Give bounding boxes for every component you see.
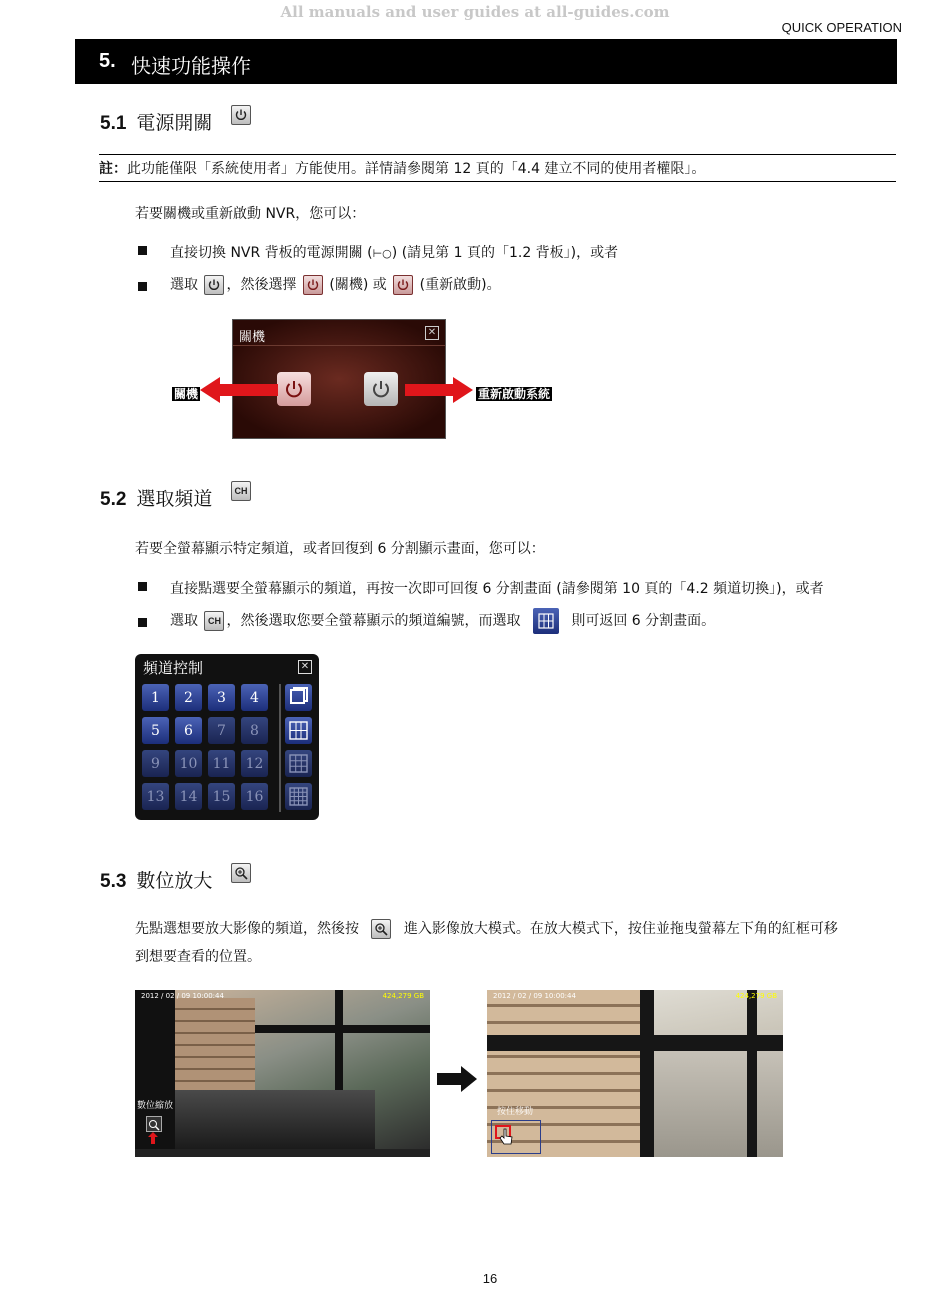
channel-button[interactable]: 3 — [208, 684, 235, 711]
s51-bullet2 — [170, 272, 501, 298]
heading-title: 數位放大 — [136, 870, 213, 892]
channel-button[interactable]: 7 — [208, 717, 235, 744]
heading-5-2 — [100, 484, 212, 511]
hand-cursor-icon — [499, 1128, 513, 1146]
channel-button[interactable]: 1 — [142, 684, 169, 711]
channel-icon — [204, 611, 224, 631]
channel-button[interactable]: 16 — [241, 783, 268, 810]
s51-intro: 若要關機或重新啟動 NVR，您可以： — [135, 206, 366, 222]
zoom-icon — [371, 919, 391, 939]
bullet-text: 選取 — [170, 277, 198, 293]
watermark: All manuals and user guides at all-guides.com — [280, 3, 670, 21]
channel-button[interactable]: 14 — [175, 783, 202, 810]
s51-bullet1 — [170, 242, 618, 262]
icon-label: CH — [207, 616, 221, 626]
heading-number: 5.2 — [100, 489, 127, 510]
channel-button[interactable]: 5 — [142, 717, 169, 744]
timestamp: 2012 / 02 / 09 10:00:44 — [493, 992, 576, 1000]
icon-label: CH — [234, 486, 248, 496]
bullet-text: (重新啟動)。 — [419, 277, 501, 293]
shutdown-icon — [303, 275, 323, 295]
bullet-text: 則可返回 6 分割畫面。 — [571, 613, 716, 629]
s52-bullet1: 直接點選要全螢幕顯示的頻道，再按一次即可回復 6 分割畫面 (請參閱第 10 頁的「4.2 頻道切換」)，或者 — [170, 581, 824, 597]
page-number: 16 — [482, 1271, 498, 1286]
zoom-screenshot-after — [487, 990, 783, 1157]
restart-icon — [370, 378, 392, 400]
s53-paragraph — [135, 915, 905, 971]
arrow-right-icon — [437, 1066, 477, 1092]
shutdown-button[interactable] — [277, 372, 311, 406]
power-icon — [231, 105, 251, 125]
nine-split-icon[interactable] — [285, 750, 312, 777]
arrow-left-icon — [200, 377, 280, 403]
shutdown-label — [172, 383, 200, 402]
chapter-title: 快速功能操作 — [131, 54, 251, 78]
dialog-divider — [233, 345, 445, 346]
channel-button[interactable]: 10 — [175, 750, 202, 777]
heading-title: 選取頻道 — [136, 488, 213, 510]
channel-button[interactable]: 2 — [175, 684, 202, 711]
channel-control-panel — [135, 654, 319, 820]
zoom-out-label: 數位縮放 — [137, 1101, 174, 1111]
bullet-text: 選取 — [170, 613, 198, 629]
six-split-icon — [533, 608, 559, 634]
dialog-title: 關機 — [239, 330, 266, 345]
section-tag: QUICK OPERATION — [781, 20, 902, 35]
heading-5-1 — [100, 108, 212, 135]
bullet-text: 直接切換 NVR 背板的電源開關 ( — [170, 245, 373, 261]
para-text: 進入影像放大模式。在放大模式下，按住並拖曳螢幕左下角的紅框可移 — [403, 921, 838, 937]
bullet-text: ，然後選擇 — [226, 277, 297, 293]
hdd-capacity: 424,279 GB — [735, 992, 777, 1000]
bullet-text-tail: ) (請見第 1 頁的「1.2 背板」)，或者 — [391, 245, 619, 261]
label-text: 關機 — [174, 387, 199, 401]
channel-button[interactable]: 13 — [142, 783, 169, 810]
arrow-right-icon — [405, 377, 473, 403]
panel-title: 頻道控制 — [143, 659, 204, 677]
chapter-number: 5. — [99, 50, 116, 72]
channel-button[interactable]: 11 — [208, 750, 235, 777]
channel-button[interactable]: 6 — [175, 717, 202, 744]
restart-button[interactable] — [364, 372, 398, 406]
note-label: 註： — [99, 161, 127, 177]
label-text: 重新啟動系統 — [478, 387, 551, 401]
zoom-icon — [231, 863, 251, 883]
single-view-icon[interactable] — [285, 684, 312, 711]
bullet-marker — [138, 246, 147, 255]
power-switch-symbol: ⊢○ — [372, 247, 392, 260]
bullet-marker — [138, 282, 147, 291]
channel-button[interactable]: 9 — [142, 750, 169, 777]
channel-icon — [231, 481, 251, 501]
drag-label: 按住移動 — [497, 1107, 534, 1117]
panel-divider — [279, 684, 281, 812]
arrow-up-icon — [148, 1132, 158, 1144]
para-text: 到想要查看的位置。 — [135, 949, 261, 965]
heading-number: 5.3 — [100, 871, 127, 892]
s52-bullet2 — [170, 604, 715, 638]
para-text: 先點選想要放大影像的頻道，然後按 — [135, 921, 359, 937]
zoom-screenshot-before — [135, 990, 430, 1157]
heading-title: 電源開關 — [136, 112, 213, 134]
six-split-icon[interactable] — [285, 717, 312, 744]
close-icon[interactable]: ✕ — [425, 326, 439, 340]
channel-button[interactable]: 15 — [208, 783, 235, 810]
chapter-header — [75, 39, 897, 84]
bullet-text: ，然後選取您要全螢幕顯示的頻道編號，而選取 — [226, 613, 521, 629]
s52-intro: 若要全螢幕顯示特定頻道，或者回復到 6 分割顯示畫面，您可以： — [135, 541, 545, 557]
bullet-marker — [138, 618, 147, 627]
restart-icon — [393, 275, 413, 295]
status-toolbar — [135, 1149, 430, 1157]
power-icon — [283, 378, 305, 400]
note-box — [99, 154, 896, 182]
restart-label — [476, 383, 552, 402]
sixteen-split-icon[interactable] — [285, 783, 312, 810]
power-icon — [204, 275, 224, 295]
heading-5-3 — [100, 866, 212, 893]
heading-number: 5.1 — [100, 113, 127, 134]
zoom-icon[interactable] — [146, 1116, 162, 1132]
channel-button[interactable]: 8 — [241, 717, 268, 744]
bullet-marker — [138, 582, 147, 591]
channel-button[interactable]: 4 — [241, 684, 268, 711]
close-icon[interactable]: ✕ — [298, 660, 312, 674]
timestamp: 2012 / 02 / 09 10:00:44 — [141, 992, 224, 1000]
channel-button[interactable]: 12 — [241, 750, 268, 777]
hdd-capacity: 424,279 GB — [382, 992, 424, 1000]
note-text: 此功能僅限「系統使用者」方能使用。詳情請參閱第 12 頁的「4.4 建立不同的使用者權限」。 — [127, 161, 706, 177]
bullet-text: (關機) 或 — [329, 277, 387, 293]
